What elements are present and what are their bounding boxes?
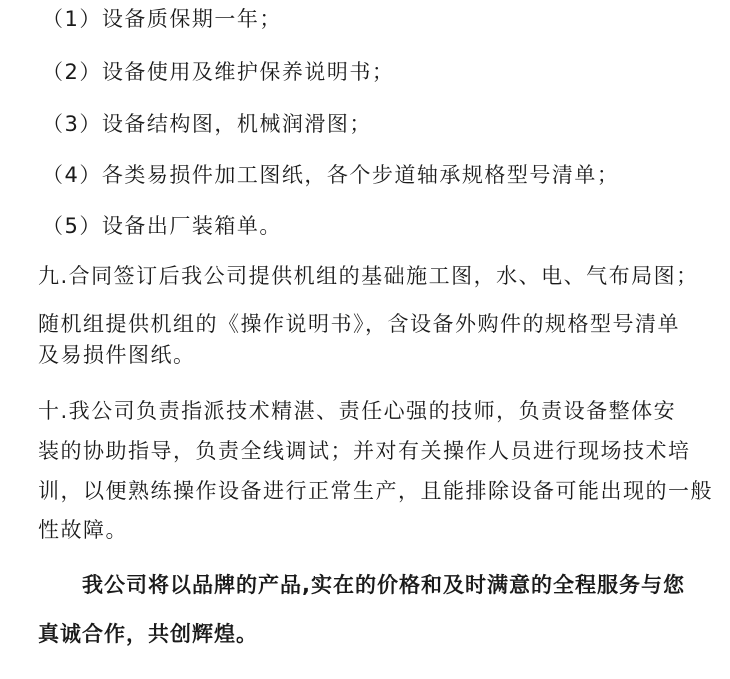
list-item: （2）设备使用及维护保养说明书； bbox=[42, 60, 395, 84]
paragraph-line: 九.合同签订后我公司提供机组的基础施工图，水、电、气布局图； bbox=[38, 264, 699, 288]
paragraph-line: 训，以便熟练操作设备进行正常生产，且能排除设备可能出现的一般 bbox=[38, 479, 713, 503]
closing-line: 真诚合作，共创辉煌。 bbox=[38, 622, 258, 646]
paragraph-line: 十.我公司负责指派技术精湛、责任心强的技师，负责设备整体安 bbox=[38, 399, 677, 423]
paragraph-line: 随机组提供机组的《操作说明书》，含设备外购件的规格型号清单 bbox=[38, 312, 680, 336]
closing-line: 我公司将以品牌的产品,实在的价格和及时满意的全程服务与您 bbox=[82, 573, 685, 597]
list-item: （5）设备出厂装箱单。 bbox=[42, 214, 282, 238]
list-item: （3）设备结构图，机械润滑图； bbox=[42, 112, 372, 136]
paragraph-line: 性故障。 bbox=[38, 518, 128, 542]
list-item: （1）设备质保期一年； bbox=[42, 7, 282, 31]
paragraph-line: 装的协助指导，负责全线调试；并对有关操作人员进行现场技术培 bbox=[38, 439, 691, 463]
paragraph-line: 及易损件图纸。 bbox=[38, 343, 196, 367]
list-item: （4）各类易损件加工图纸，各个步道轴承规格型号清单； bbox=[42, 163, 620, 187]
